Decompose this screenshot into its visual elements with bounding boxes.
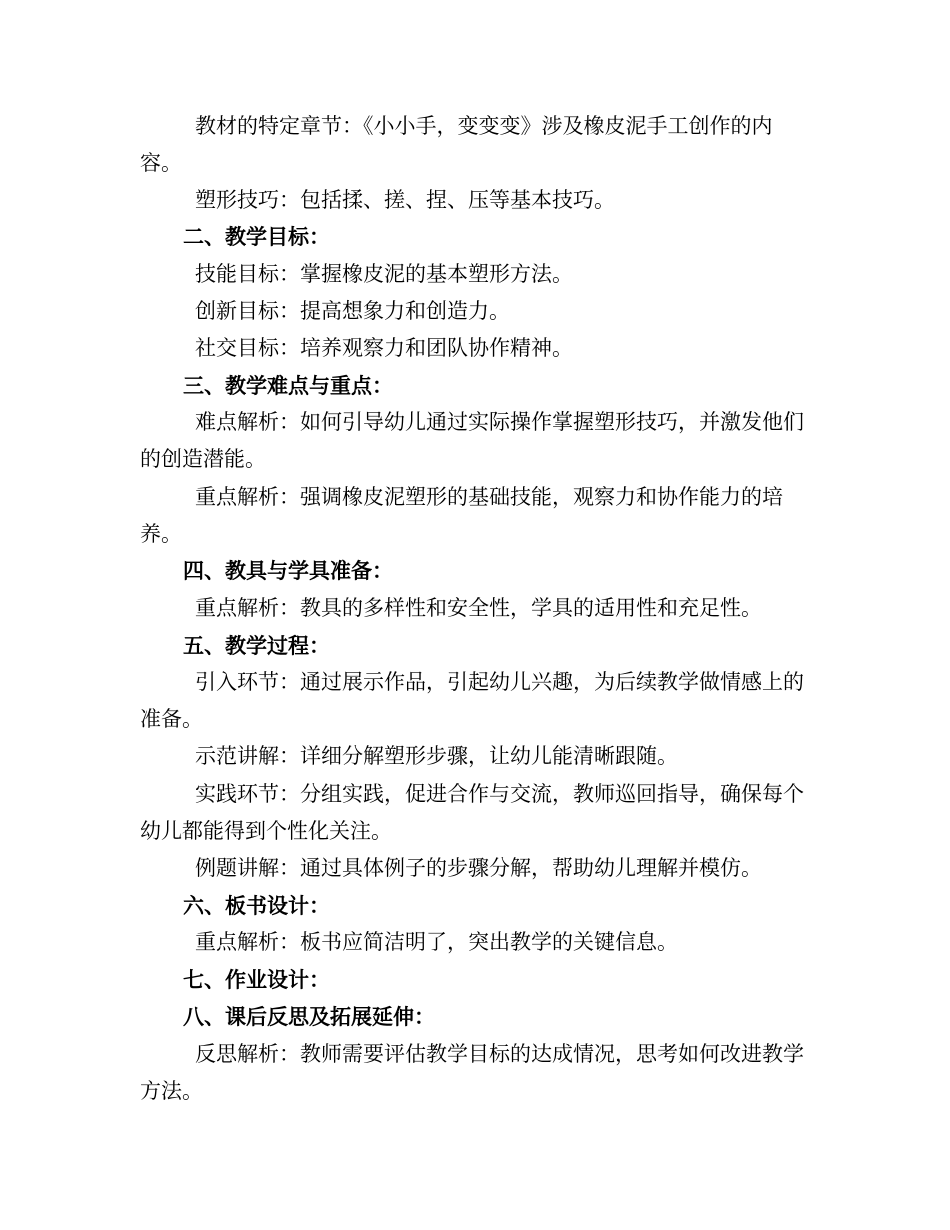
section-heading-teaching-aids: 四、教具与学具准备： xyxy=(183,559,393,583)
paragraph-shaping-skills: 塑形技巧：包括揉、搓、捏、压等基本技巧。 xyxy=(195,188,615,212)
paragraph-example-explanation: 例题讲解：通过具体例子的步骤分解，帮助幼儿理解并模仿。 xyxy=(195,856,762,880)
section-heading-reflection-extension: 八、课后反思及拓展延伸： xyxy=(183,1005,435,1029)
paragraph-innovation-goal: 创新目标：提高想象力和创造力。 xyxy=(195,299,510,323)
paragraph-difficulty-analysis: 难点解析：如何引导幼儿通过实际操作掌握塑形技巧，并激发他们的创造潜能。 xyxy=(140,410,804,471)
paragraph-blackboard-analysis: 重点解析：板书应简洁明了，突出教学的关键信息。 xyxy=(195,930,678,954)
paragraph-demonstration-step: 示范讲解：详细分解塑形步骤，让幼儿能清晰跟随。 xyxy=(195,744,678,768)
paragraph-introduction-step: 引入环节：通过展示作品，引起幼儿兴趣，为后续教学做情感上的准备。 xyxy=(140,670,804,731)
section-heading-teaching-goals: 二、教学目标： xyxy=(183,225,330,249)
section-heading-blackboard-design: 六、板书设计： xyxy=(183,894,330,918)
paragraph-skill-goal: 技能目标：掌握橡皮泥的基本塑形方法。 xyxy=(195,262,573,286)
paragraph-reflection-analysis: 反思解析：教师需要评估教学目标的达成情况，思考如何改进教学方法。 xyxy=(140,1042,804,1103)
section-heading-homework-design: 七、作业设计： xyxy=(183,968,330,992)
paragraph-textbook-chapter: 教材的特定章节：《小小手，变变变》涉及橡皮泥手工创作的内容。 xyxy=(140,114,773,175)
section-heading-teaching-process: 五、教学过程： xyxy=(183,634,330,658)
paragraph-keypoint-analysis: 重点解析：强调橡皮泥塑形的基础技能，观察力和协作能力的培养。 xyxy=(140,485,783,546)
paragraph-aids-analysis: 重点解析：教具的多样性和安全性，学具的适用性和充足性。 xyxy=(195,596,762,620)
paragraph-social-goal: 社交目标：培养观察力和团队协作精神。 xyxy=(195,336,573,360)
section-heading-difficulties-keypoints: 三、教学难点与重点： xyxy=(183,374,393,398)
paragraph-practice-step: 实践环节：分组实践，促进合作与交流，教师巡回指导，确保每个幼儿都能得到个性化关注。 xyxy=(140,782,804,843)
